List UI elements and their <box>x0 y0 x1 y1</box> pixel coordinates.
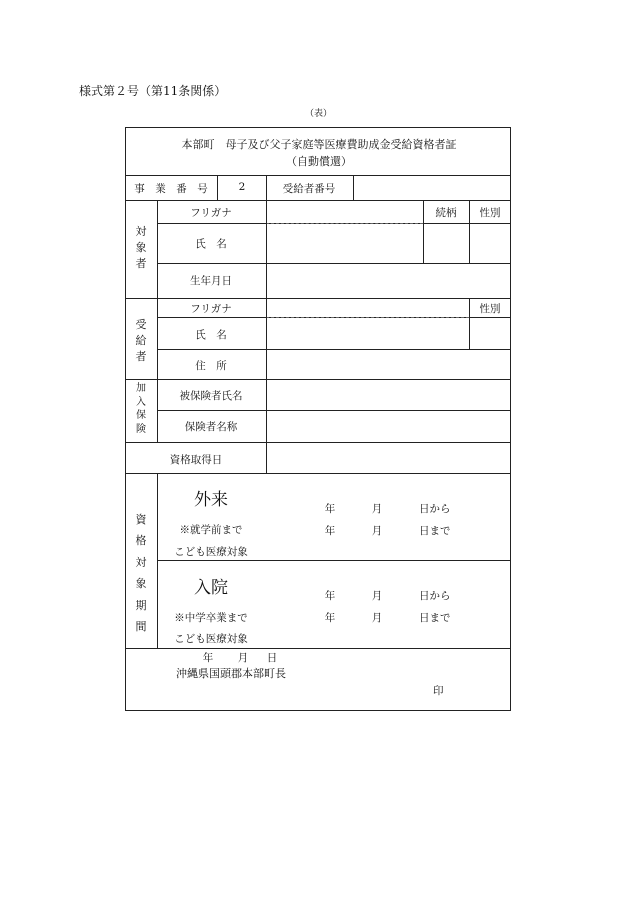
divider <box>126 473 510 474</box>
issue-month: 月 <box>237 652 249 664</box>
insurer-name-label: 保険者名称 <box>184 421 238 433</box>
divider <box>126 442 510 443</box>
inpatient-from-month: 月 <box>371 590 383 602</box>
divider <box>126 379 510 380</box>
divider <box>423 200 424 263</box>
office-number-label: 事 業 番 号 <box>134 183 208 195</box>
subject-gender-label: 性別 <box>479 207 501 219</box>
issue-day: 日 <box>266 652 278 664</box>
divider <box>157 560 510 561</box>
inpatient-note-2: こども医療対象 <box>174 633 248 645</box>
outpatient-note-2: こども医療対象 <box>174 546 248 558</box>
outpatient-to-year: 年 <box>324 525 336 537</box>
outpatient-from-day: 日から <box>419 503 451 515</box>
divider <box>353 175 354 200</box>
divider <box>157 410 510 411</box>
divider <box>126 200 510 201</box>
subject-name-label: 氏 名 <box>195 238 227 250</box>
divider <box>217 175 218 200</box>
subject-furigana-label: フリガナ <box>190 207 232 219</box>
furigana-dash <box>266 317 469 318</box>
divider <box>126 298 510 299</box>
outpatient-to-day: 日まで <box>419 525 451 537</box>
certificate-form <box>125 127 511 711</box>
divider <box>126 175 510 176</box>
seal-mark: 印 <box>433 685 444 697</box>
form-title: 本部町 母子及び父子家庭等医療費助成金受給資格者証 <box>181 138 457 151</box>
period-group-label: 資 格 対 象 期 間 <box>135 513 147 634</box>
divider <box>469 298 470 349</box>
recipient-furigana-label: フリガナ <box>190 303 232 315</box>
subject-group-label: 対 象 者 <box>135 225 147 270</box>
inpatient-from-year: 年 <box>324 590 336 602</box>
recipient-group-label: 受 給 者 <box>135 318 147 363</box>
recipient-gender-label: 性別 <box>479 303 501 315</box>
divider <box>266 175 267 200</box>
subject-relationship-label: 続柄 <box>435 207 457 219</box>
qualification-date-label: 資格取得日 <box>169 454 223 466</box>
inpatient-note: ※中学卒業まで <box>174 612 248 624</box>
office-number-value: 2 <box>238 181 246 193</box>
divider <box>157 349 510 350</box>
outpatient-note: ※就学前まで <box>179 524 243 536</box>
outpatient-title: 外来 <box>194 490 228 510</box>
issuer-name: 沖縄県国頭郡本部町長 <box>176 667 286 680</box>
inpatient-to-month: 月 <box>371 612 383 624</box>
outpatient-from-month: 月 <box>371 503 383 515</box>
divider <box>157 200 158 442</box>
inpatient-to-day: 日まで <box>419 612 451 624</box>
subject-birthdate-label: 生年月日 <box>190 275 232 287</box>
inpatient-from-day: 日から <box>419 590 451 602</box>
side-label: （表） <box>305 109 333 119</box>
insured-name-label: 被保険者氏名 <box>179 390 243 402</box>
divider <box>126 648 510 649</box>
inpatient-title: 入院 <box>194 578 228 598</box>
issue-year: 年 <box>202 652 214 664</box>
form-label: 様式第２号（第11条関係） <box>79 84 227 98</box>
recipient-address-label: 住 所 <box>195 360 227 372</box>
insurance-group-label: 加 入 保 険 <box>136 383 146 435</box>
divider <box>157 473 158 648</box>
divider <box>266 200 267 473</box>
outpatient-to-month: 月 <box>371 525 383 537</box>
divider <box>157 263 510 264</box>
recipient-name-label: 氏 名 <box>195 329 227 341</box>
divider <box>469 200 470 263</box>
outpatient-from-year: 年 <box>324 503 336 515</box>
inpatient-to-year: 年 <box>324 612 336 624</box>
recipient-number-label: 受給者番号 <box>282 183 336 195</box>
form-subtitle: （自動償還） <box>286 155 352 168</box>
furigana-dash <box>266 223 423 224</box>
